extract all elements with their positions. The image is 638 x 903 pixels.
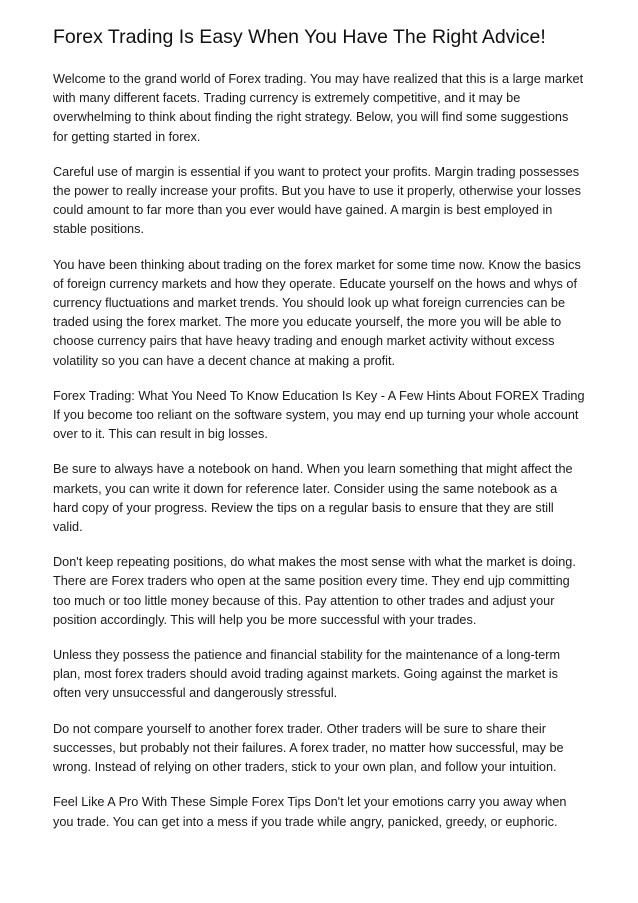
paragraph-welcome: Welcome to the grand world of Forex trading. You may have realized that this is a large market with many different facets. Trading currency is extremely competitive, and it may be overwhelming to think about finding the right strategy. Below, you will find some suggestions for getting started in forex. <box>53 72 584 144</box>
paragraph-compare: Do not compare yourself to another forex trader. Other traders will be sure to share their successes, but probably not their failures. A forex trader, no matter how successful, may be wrong. Instead of relying on other traders, stick to your own plan, and follow your intuition. <box>53 721 564 775</box>
paragraph-emotions: Feel Like A Pro With These Simple Forex Tips Don't let your emotions carry you away when you trade. You can get into a mess if you trade while angry, panicked, greedy, or euphoric. <box>53 795 567 829</box>
paragraph-positions: Don't keep repeating positions, do what makes the most sense with what the market is doing. There are Forex traders who open at the same position every time. They end ujp committing too much or too little money because of this. Pay attention to other trades and adjust your position accordingly. This will help you be more successful with your trades. <box>53 555 576 627</box>
paragraph-education: Forex Trading: What You Need To Know Education Is Key - A Few Hints About FOREX Trading If you become too reliant on the software system, you may end up turning your whole account over to it. This can result in big losses. <box>53 388 585 442</box>
paragraph-long-term: Unless they possess the patience and financial stability for the maintenance of a long-term plan, most forex traders should avoid trading against markets. Going against the market is often very unsuccessful and dangerously stressful. <box>53 648 561 701</box>
document-title: Forex Trading Is Easy When You Have The Right Advice! <box>53 26 546 48</box>
paragraph-notebook: Be sure to always have a notebook on hand. When you learn something that might affect the markets, you can write it down for reference later. Consider using the same notebook as a hard copy of your progress. Review the tips on a regular basis to ensure that they are still valid. <box>53 462 573 535</box>
paragraph-market-basics: You have been thinking about trading on the forex market for some time now. Know the basics of foreign currency markets and how they operate. Educate yourself on the hows and whys of currency fluctuations and market trends. You should look up what foreign currencies can be traded using the forex market. The more you educate yourself, the more you will be able to choose currency pairs that have heavy trading and enough market activity without excess volatility so you can have a decent chance at making a profit. <box>53 257 581 368</box>
paragraph-margin: Careful use of margin is essential if you want to protect your profits. Margin trading possesses the power to really increase your profits. But you have to use it properly, otherwise your losses could amount to far more than you ever would have gained. A margin is best employed in stable positions. <box>53 164 581 237</box>
